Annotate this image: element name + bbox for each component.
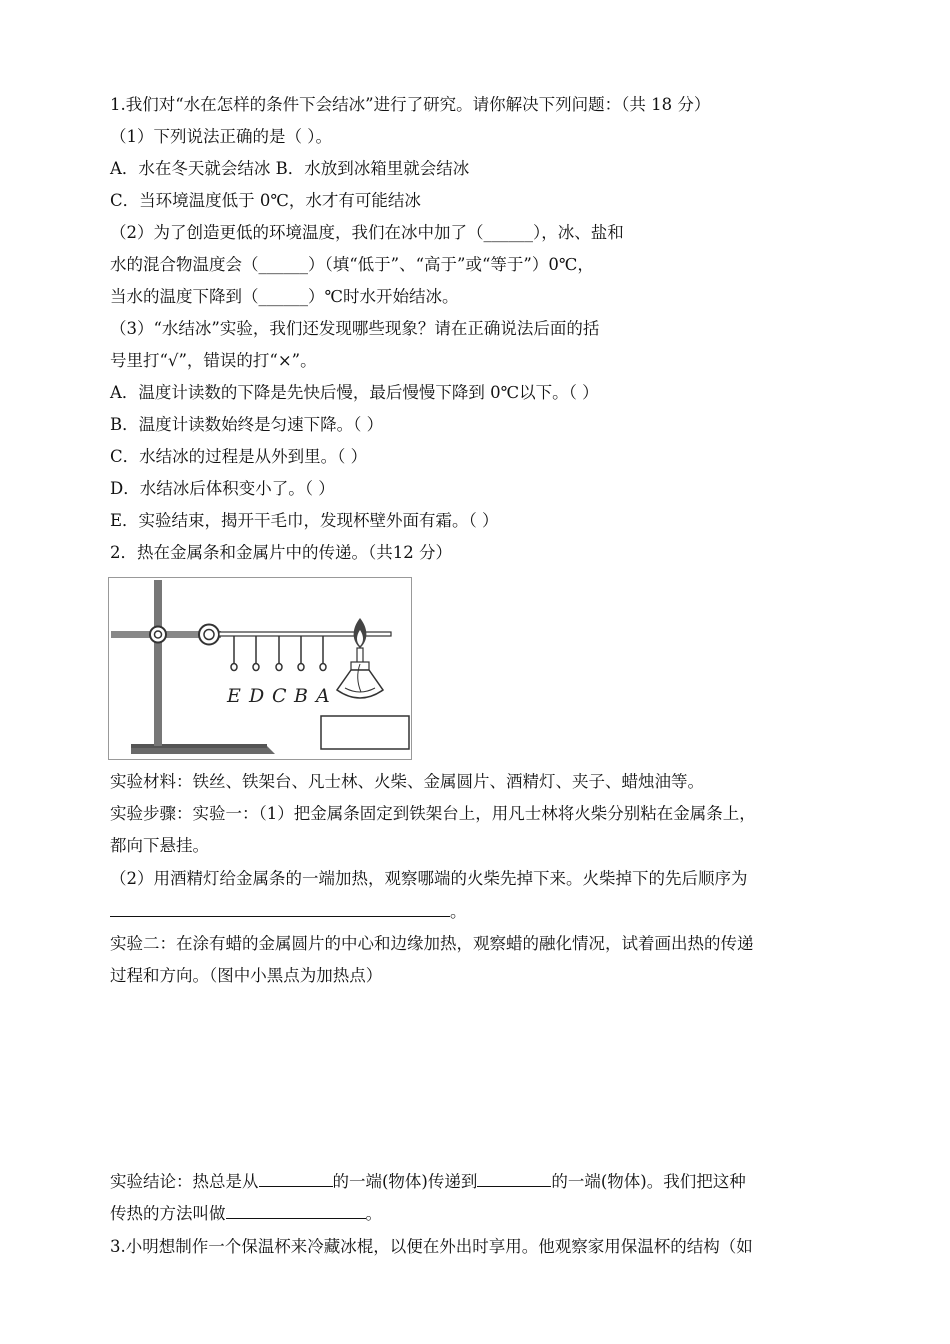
q1-part2-line1: （2）为了创造更低的环境温度，我们在冰中加了（______），冰、盐和: [110, 223, 624, 242]
method-blank[interactable]: [226, 1202, 366, 1219]
q2-conclusion-line2: [110, 1202, 382, 1225]
apparatus-drawing: [109, 578, 411, 759]
conclusion-text-3: 的一端(物体)。我们把这种: [551, 1172, 746, 1191]
q1-title: 1.我们对“水在怎样的条件下会结冰”进行了研究。请你解决下列问题：（共 18 分）: [110, 95, 711, 114]
label-b: B: [294, 685, 308, 707]
order-answer-blank[interactable]: [110, 900, 450, 917]
q2-steps2-end: 。: [450, 902, 467, 921]
q1-option-c: C．当环境温度低于 0℃，水才有可能结冰: [110, 191, 421, 210]
label-d: D: [249, 685, 265, 707]
cold-end-blank[interactable]: [477, 1170, 551, 1187]
q1-judge-b: B．温度计读数始终是匀速下降。（ ）: [110, 415, 384, 434]
conclusion-text-4: 传热的方法叫做: [110, 1204, 226, 1223]
conclusion-text-5: 。: [365, 1204, 382, 1223]
conclusion-text-2: 的一端(物体)传递到: [332, 1172, 478, 1191]
q2-steps2: （2）用酒精灯给金属条的一端加热，观察哪端的火柴先掉下来。火柴掉下的先后顺序为: [110, 869, 748, 888]
q1-judge-c: C．水结冰的过程是从外到里。（ ）: [110, 447, 368, 466]
hot-end-blank[interactable]: [259, 1170, 333, 1187]
label-e: E: [227, 685, 241, 707]
q1-judge-e: E．实验结束，揭开干毛巾，发现杯壁外面有霜。（ ）: [110, 511, 499, 530]
label-a: A: [316, 685, 330, 707]
q2-steps2-answer-line: [110, 900, 467, 923]
q1-options-ab: A．水在冬天就会结冰 B．水放到冰箱里就会结冰: [110, 159, 470, 178]
label-c: C: [272, 685, 287, 707]
q1-judge-d: D．水结冰后体积变小了。（ ）: [110, 479, 335, 498]
q2-steps-line1: 实验步骤：实验一：（1）把金属条固定到铁架台上，用凡士林将火柴分别粘在金属条上，: [110, 804, 756, 823]
q2-steps-line2: 都向下悬挂。: [110, 836, 209, 855]
q2-exp2-line1: 实验二：在涂有蜡的金属圆片的中心和边缘加热，观察蜡的融化情况，试着画出热的传递: [110, 934, 754, 953]
q2-conclusion-line1: [110, 1170, 746, 1193]
conclusion-text-1: 实验结论：热总是从: [110, 1172, 259, 1191]
q1-judge-a: A．温度计读数的下降是先快后慢，最后慢慢下降到 0℃以下。（ ）: [110, 383, 599, 402]
q2-exp2-line2: 过程和方向。（图中小黑点为加热点）: [110, 966, 383, 985]
q3-title: 3.小明想制作一个保温杯来冷藏冰棍，以便在外出时享用。他观察家用保温杯的结构（如: [110, 1237, 753, 1256]
q2-title: 2．热在金属条和金属片中的传递。（共12 分）: [110, 543, 452, 562]
q2-materials: 实验材料：铁丝、铁架台、凡士林、火柴、金属圆片、酒精灯、夹子、蜡烛油等。: [110, 772, 704, 791]
q1-part3-line2: 号里打“√”，错误的打“×”。: [110, 351, 317, 370]
q1-part3-line1: （3）“水结冰”实验，我们还发现哪些现象？请在正确说法后面的括: [110, 319, 600, 338]
q1-part2-line3: 当水的温度下降到（______）℃时水开始结冰。: [110, 287, 459, 306]
heat-conduction-apparatus-figure: [108, 577, 412, 760]
q1-part2-line2: 水的混合物温度会（______）（填“低于”、“高于”或“等于”）0℃，: [110, 255, 594, 274]
q1-part1: （1）下列说法正确的是（ ）。: [110, 127, 332, 146]
